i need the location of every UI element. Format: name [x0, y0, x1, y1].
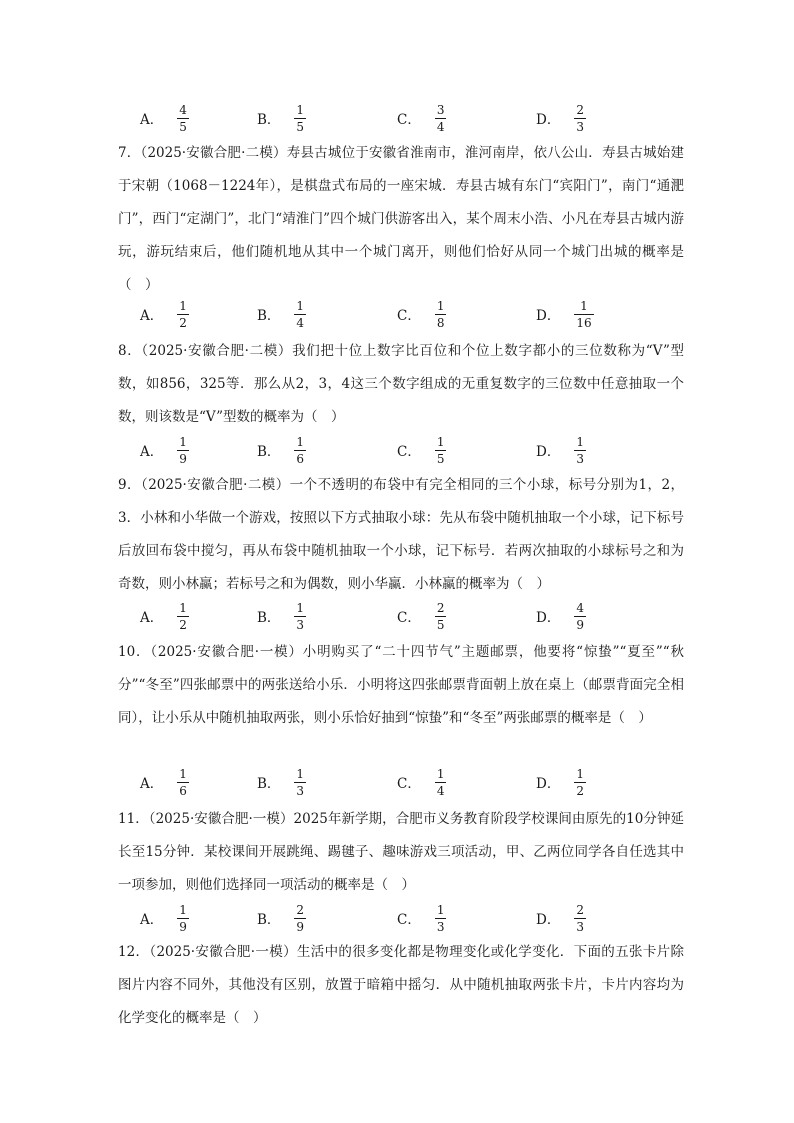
question-10-text: 10．（2025·安徽合肥·一模）小明购买了“二十四节气”主题邮票，他要将“惊蛰”“夏至”“秋分”“冬至”四张邮票中的两张送给小乐．小明将这四张邮票背面朝上放在桌上（邮票背面完全相同），让小乐从中随机抽取两张，则小乐恰好抽到“惊蛰”和“冬至”两张邮票的概率是（ ） — [118, 644, 684, 726]
option-d[interactable] — [536, 900, 586, 936]
option-letter: D． — [536, 912, 561, 928]
fraction: $\frac{1}{6}$ — [179, 766, 187, 798]
option-letter: B． — [257, 912, 281, 928]
option-c[interactable] — [397, 432, 446, 468]
question-8-text: 8．（2025·安徽合肥·二模）我们把十位上数字比百位和个位上数字都小的三位数称为“V”型数，如856，325等．那么从2，3，4这三个数字组成的无重复数字的三位数中任意抽取一个数，则该数是“V”型数的概率为（ ） — [118, 343, 684, 425]
option-letter: C． — [397, 444, 421, 460]
option-letter: D． — [536, 776, 561, 792]
option-d[interactable] — [536, 764, 586, 800]
option-letter: B． — [257, 610, 281, 626]
fraction: $\frac{1}{3}$ — [436, 902, 445, 934]
option-a[interactable] — [140, 100, 189, 136]
option-a[interactable] — [140, 764, 189, 800]
question-11-text: 11．（2025·安徽合肥·一模）2025年新学期，合肥市义务教育阶段学校课间由原先的10分钟延长至15分钟．某校课间开展跳绳、踢毽子、趣味游戏三项活动，甲、乙两位同学各自任选其中一项参加，则他们选择同一项活动的概率是（ ） — [118, 811, 684, 893]
fraction: $\frac{2}{3}$ — [576, 102, 584, 134]
option-c[interactable] — [397, 296, 446, 332]
option-letter: B． — [257, 444, 281, 460]
options-row-q11 — [140, 900, 600, 936]
fraction: $\frac{1}{2}$ — [179, 298, 187, 330]
option-letter: A． — [140, 610, 164, 626]
fraction: $\frac{1}{3}$ — [576, 434, 584, 466]
option-letter: B． — [257, 112, 281, 128]
option-b[interactable] — [257, 296, 306, 332]
option-b[interactable] — [257, 900, 306, 936]
fraction: $\frac{1}{9}$ — [179, 902, 187, 934]
option-b[interactable] — [257, 598, 306, 634]
option-d[interactable] — [536, 432, 586, 468]
fraction: $\frac{1}{3}$ — [296, 766, 305, 798]
option-letter: A． — [140, 444, 164, 460]
fraction: $\frac{1}{3}$ — [296, 600, 305, 632]
question-7-text: 7．（2025·安徽合肥·二模）寿县古城位于安徽省淮南市，淮河南岸，依八公山．寿县古城始建于宋朝（1068－1224年），是棋盘式布局的一座宋城．寿县古城有东门“宾阳门”，南门“通淝门”，西门“定湖门”，北门“靖淮门”四个城门供游客出入，某个周末小浩、小凡在寿县古城内游玩，游玩结束后，他们随机地从其中一个城门离开，则他们恰好从同一个城门出城的概率是（ ） — [118, 145, 684, 293]
options-row-q8 — [140, 432, 600, 468]
fraction: $\frac{3}{4}$ — [436, 102, 445, 134]
option-letter: C． — [397, 776, 421, 792]
option-letter: D． — [536, 444, 561, 460]
options-row-q10 — [140, 764, 600, 800]
fraction: $\frac{1}{8}$ — [436, 298, 445, 330]
option-letter: B． — [257, 308, 281, 324]
fraction: $\frac{1}{4}$ — [436, 766, 445, 798]
fraction: $\frac{1}{9}$ — [179, 434, 187, 466]
option-letter: B． — [257, 776, 281, 792]
fraction: $\frac{1}{5}$ — [296, 102, 305, 134]
option-letter: C． — [397, 912, 421, 928]
option-letter: A． — [140, 112, 164, 128]
option-b[interactable] — [257, 764, 306, 800]
option-letter: A． — [140, 308, 164, 324]
options-row-q9 — [140, 598, 600, 634]
option-letter: C． — [397, 112, 421, 128]
option-letter: A． — [140, 912, 164, 928]
option-c[interactable] — [397, 598, 446, 634]
option-letter: D． — [536, 610, 561, 626]
option-letter: A． — [140, 776, 164, 792]
fraction: $\frac{1}{2}$ — [179, 600, 187, 632]
option-b[interactable] — [257, 432, 306, 468]
option-letter: D． — [536, 112, 561, 128]
option-d[interactable] — [536, 598, 586, 634]
option-b[interactable] — [257, 100, 306, 136]
fraction: $\frac{1}{16}$ — [576, 298, 592, 330]
option-a[interactable] — [140, 900, 189, 936]
option-c[interactable] — [397, 100, 446, 136]
options-row-q6 — [140, 100, 600, 136]
fraction: $\frac{4}{9}$ — [576, 600, 584, 632]
fraction: $\frac{2}{3}$ — [576, 902, 584, 934]
fraction: $\frac{2}{9}$ — [296, 902, 305, 934]
question-9-text: 9．（2025·安徽合肥·二模）一个不透明的布袋中有完全相同的三个小球，标号分别为1，2，3．小林和小华做一个游戏，按照以下方式抽取小球：先从布袋中随机抽取一个小球，记下标号后放回布袋中搅匀，再从布袋中随机抽取一个小球，记下标号．若两次抽取的小球标号之和为奇数，则小林赢；若标号之和为偶数，则小华赢．小林赢的概率为（ ） — [118, 477, 684, 592]
option-a[interactable] — [140, 598, 189, 634]
fraction: $\frac{2}{5}$ — [436, 600, 445, 632]
option-a[interactable] — [140, 432, 189, 468]
option-letter: C． — [397, 308, 421, 324]
fraction: $\frac{4}{5}$ — [179, 102, 187, 134]
option-c[interactable] — [397, 764, 446, 800]
fraction: $\frac{1}{6}$ — [296, 434, 305, 466]
option-a[interactable] — [140, 296, 189, 332]
options-row-q7 — [140, 296, 600, 332]
fraction: $\frac{1}{4}$ — [296, 298, 305, 330]
option-c[interactable] — [397, 900, 446, 936]
fraction: $\frac{1}{2}$ — [576, 766, 584, 798]
option-letter: C． — [397, 610, 421, 626]
option-letter: D． — [536, 308, 561, 324]
question-12-text: 12．（2025·安徽合肥·一模）生活中的很多变化都是物理变化或化学变化．下面的五张卡片除图片内容不同外，其他没有区别，放置于暗箱中摇匀．从中随机抽取两张卡片，卡片内容均为化学变化的概率是（ ） — [118, 944, 684, 1026]
option-d[interactable] — [536, 296, 594, 332]
fraction: $\frac{1}{5}$ — [436, 434, 445, 466]
option-d[interactable] — [536, 100, 586, 136]
